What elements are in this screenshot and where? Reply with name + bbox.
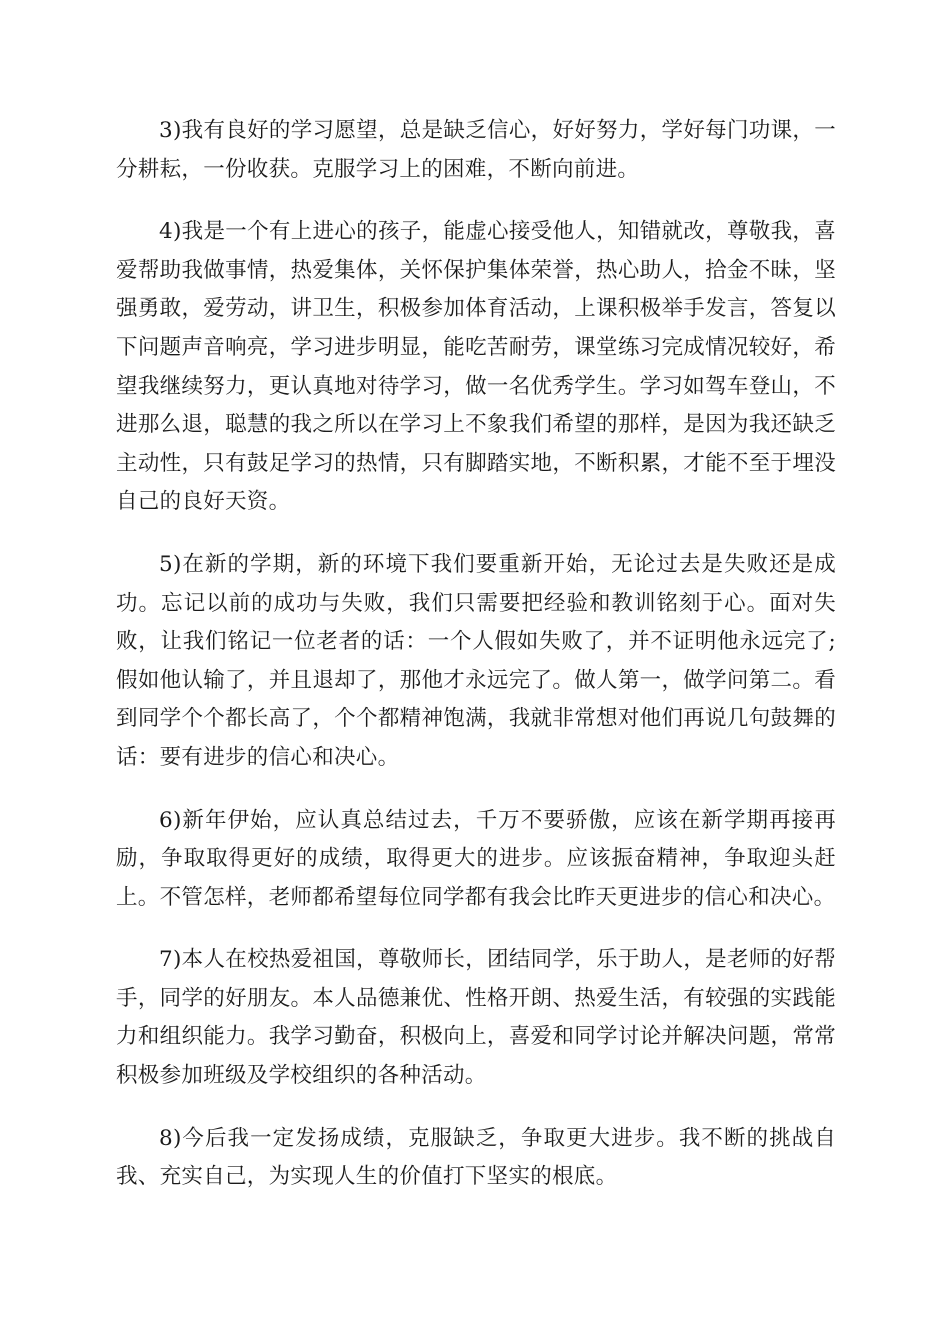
paragraph-5: 5)在新的学期，新的环境下我们要重新开始，无论过去是失败还是成功。忘记以前的成功与失败，我们只需要把经验和教训铭刻于心。面对失败，让我们铭记一位老者的话：一个人假如失败了，并不证明他永远完了;假如他认输了，并且退却了，那他才永远完了。做人第一，做学问第二。看到同学个个都长高了，个个都精神饱满，我就非常想对他们再说几句鼓舞的话：要有进步的信心和决心。 xyxy=(116,551,836,770)
paragraph-3: 3)我有良好的学习愿望，总是缺乏信心，好好努力，学好每门功课，一分耕耘，一份收获。克服学习上的困难，不断向前进。 xyxy=(116,118,836,182)
paragraph-6: 6)新年伊始，应认真总结过去，千万不要骄傲，应该在新学期再接再励，争取取得更好的成绩，取得更大的进步。应该振奋精神，争取迎头赶上。不管怎样，老师都希望每位同学都有我会比昨天更进步的信心和决心。 xyxy=(116,807,836,910)
paragraph-4: 4)我是一个有上进心的孩子，能虚心接受他人，知错就改，尊敬我，喜爱帮助我做事情，热爱集体，关怀保护集体荣誉，热心助人，拾金不昧，坚强勇敢，爱劳动，讲卫生，积极参加体育活动，上课积极举手发言，答复以下问题声音响亮，学习进步明显，能吃苦耐劳，课堂练习完成情况较好，希望我继续努力，更认真地对待学习，做一名优秀学生。学习如驾车登山，不进那么退，聪慧的我之所以在学习上不象我们希望的那样，是因为我还缺乏主动性，只有鼓足学习的热情，只有脚踏实地，不断积累，才能不至于埋没自己的良好天资。 xyxy=(116,219,836,515)
document-body xyxy=(116,112,836,1221)
paragraph-7: 7)本人在校热爱祖国，尊敬师长，团结同学，乐于助人，是老师的好帮手，同学的好朋友。本人品德兼优、性格开朗、热爱生活，有较强的实践能力和组织能力。我学习勤奋，积极向上，喜爱和同学讨论并解决问题，常常积极参加班级及学校组织的各种活动。 xyxy=(116,947,836,1089)
paragraph-8: 8)今后我一定发扬成绩，克服缺乏，争取更大进步。我不断的挑战自我、充实自己，为实现人生的价值打下坚实的根底。 xyxy=(116,1125,836,1190)
